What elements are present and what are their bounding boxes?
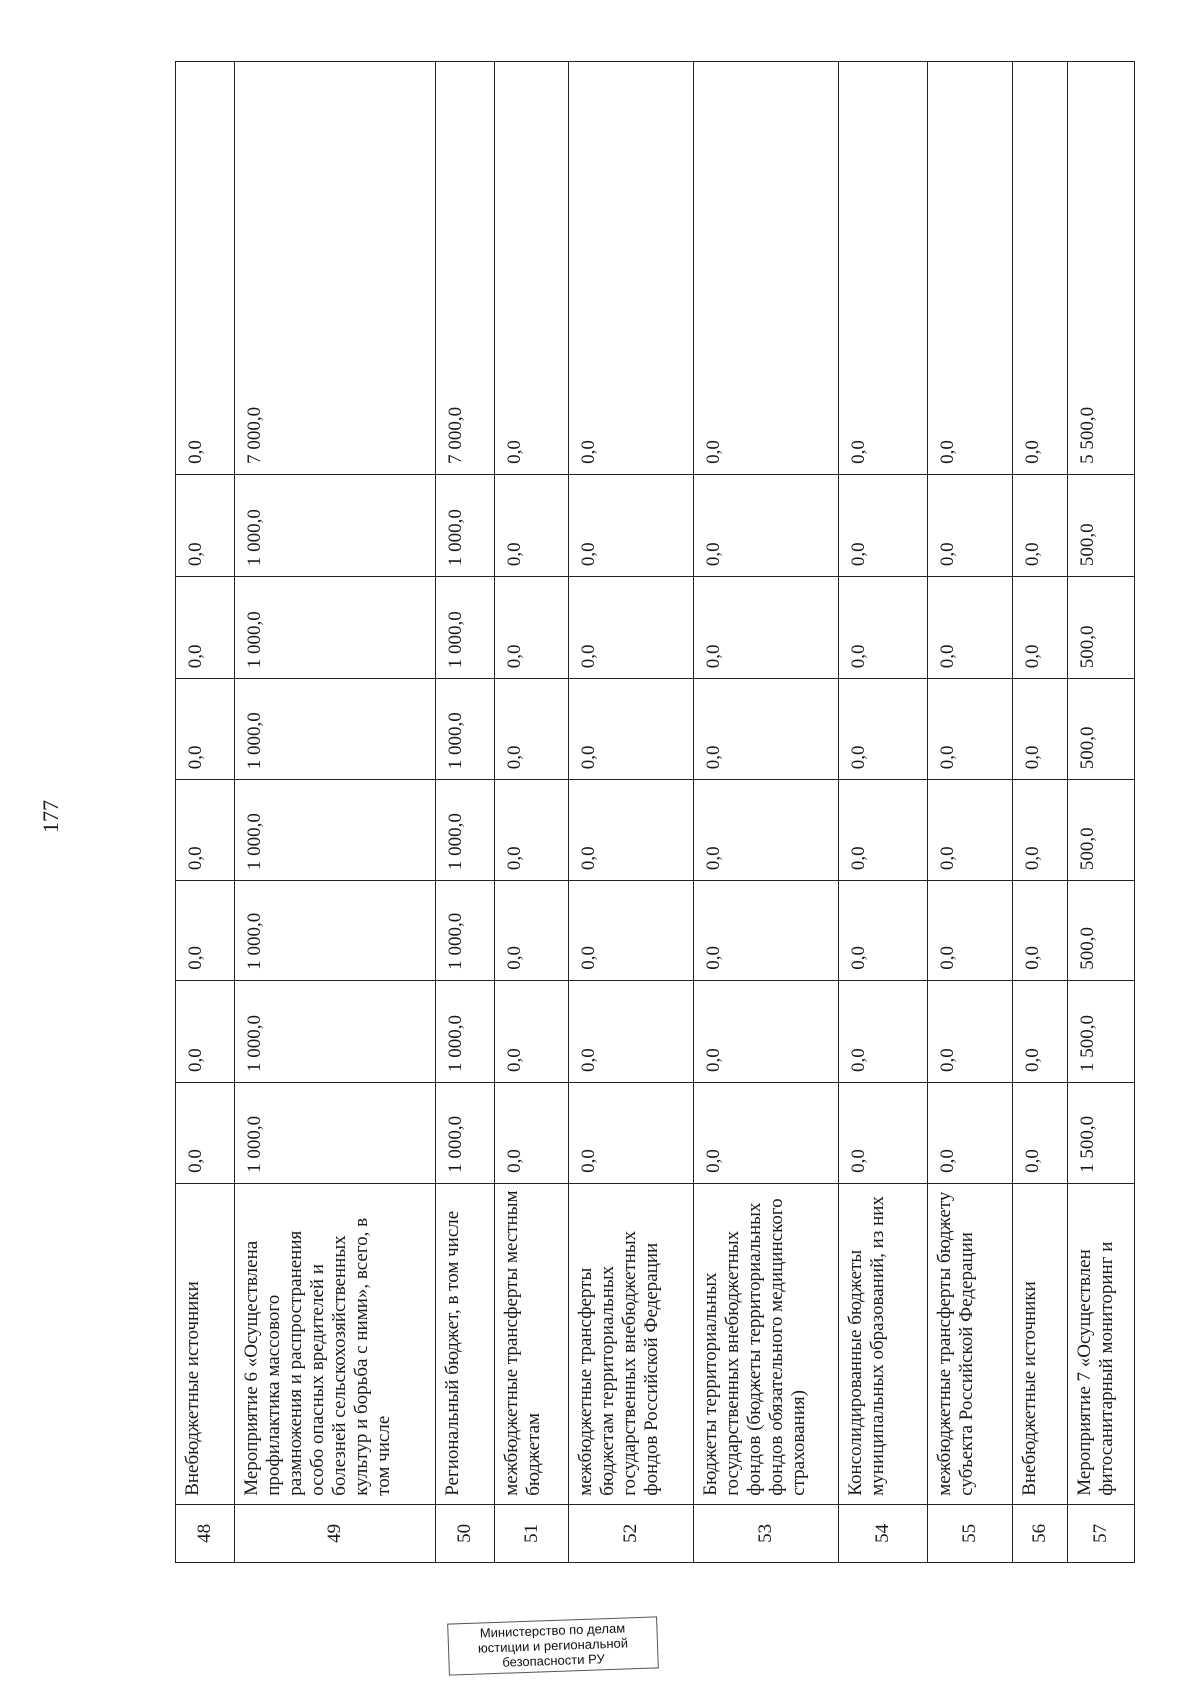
value-text: 0,0 [702,440,724,464]
value-cell [1012,577,1067,679]
value-cell [693,474,838,576]
value-text: 1 000,0 [243,912,265,970]
table-row [436,62,495,1563]
value-cell [176,881,235,981]
value-cell [1067,980,1134,1082]
value-text: 0,0 [702,542,724,567]
value-text: 5 500,0 [1076,406,1098,464]
value-text: 1 000,0 [445,1014,467,1072]
row-number: 53 [693,1504,838,1562]
value-text: 1 000,0 [243,1014,265,1072]
registration-stamp [447,1616,659,1675]
value-text: 0,0 [848,745,870,770]
value-text: 0,0 [1021,542,1043,567]
value-cell [928,1082,1012,1183]
value-text: 0,0 [185,745,206,770]
value-text: 0,0 [1021,440,1043,464]
value-cell [494,980,569,1082]
value-cell [234,577,436,679]
value-text: 0,0 [937,745,959,770]
stamp-line: юстиции и региональной [477,1635,629,1656]
value-cell [1012,474,1067,576]
value-cell [1067,679,1134,780]
value-cell [839,474,928,576]
value-text: 0,0 [848,946,870,970]
value-text: 1 000,0 [243,611,265,669]
value-cell [436,62,495,475]
value-cell [569,62,694,475]
row-description: Мероприятие 6 «Осуществлена профилактика массового размножения и распространения особо опасных вредителей и болезней сельскохозяйственных культур и борьба с ними», всего, в том числе [234,1183,436,1504]
row-number: 54 [839,1504,928,1562]
value-text: 1 000,0 [445,1115,467,1173]
value-text: 0,0 [185,946,206,970]
value-text: 0,0 [578,1048,600,1072]
row-number: 51 [494,1504,569,1562]
value-cell [1012,62,1067,475]
table-row [234,62,436,1563]
value-text: 0,0 [1021,1048,1043,1072]
value-text: 0,0 [702,644,724,669]
value-text: 1 000,0 [243,712,265,770]
value-cell [839,577,928,679]
value-cell [839,679,928,780]
row-number: 49 [234,1504,436,1562]
value-cell [928,62,1012,475]
value-cell [234,679,436,780]
value-cell [839,780,928,881]
row-number: 52 [569,1504,694,1562]
value-cell [1067,1082,1134,1183]
value-cell [1067,780,1134,881]
value-text: 0,0 [848,846,870,871]
table-row [928,62,1012,1563]
value-cell [436,980,495,1082]
row-description: межбюджетные трансферты бюджетам территориальных государственных внебюджетных фондов Российской Федерации [569,1183,694,1504]
value-cell [569,474,694,576]
value-cell [569,679,694,780]
value-text: 1 000,0 [445,813,467,871]
value-text: 1 000,0 [445,912,467,970]
row-description: межбюджетные трансферты бюджету субъекта Российской Федерации [928,1183,1012,1504]
value-text: 0,0 [503,1048,525,1072]
page-number: 177 [38,800,63,833]
value-text: 0,0 [578,542,600,567]
value-text: 0,0 [1021,1149,1043,1173]
value-cell [569,980,694,1082]
budget-table [175,61,1135,1563]
value-text: 0,0 [503,846,525,871]
stamp-line: безопасности РУ [502,1651,605,1670]
row-description: Внебюджетные источники [1012,1183,1067,1504]
value-cell [1067,577,1134,679]
row-description: Консолидированные бюджеты муниципальных образований, из них [839,1183,928,1504]
value-cell [1012,780,1067,881]
row-description: межбюджетные трансферты местным бюджетам [494,1183,569,1504]
value-cell [569,577,694,679]
table-row [1012,62,1067,1563]
value-text: 0,0 [578,745,600,770]
value-text: 1 000,0 [445,712,467,770]
value-text: 1 500,0 [1076,1115,1098,1173]
value-text: 0,0 [937,1149,959,1173]
value-cell [234,1082,436,1183]
value-text: 0,0 [578,946,600,970]
value-text: 500,0 [1076,827,1098,871]
value-cell [839,980,928,1082]
value-cell [494,577,569,679]
value-text: 0,0 [1021,946,1043,970]
value-cell [494,1082,569,1183]
value-text: 0,0 [185,1048,206,1072]
value-cell [1012,679,1067,780]
value-text: 0,0 [1021,644,1043,669]
value-cell [693,62,838,475]
value-text: 0,0 [503,440,525,464]
value-text: 0,0 [937,542,959,567]
value-cell [176,474,235,576]
value-text: 0,0 [185,644,206,669]
value-cell [1012,1082,1067,1183]
value-cell [569,780,694,881]
value-text: 0,0 [848,644,870,669]
value-text: 0,0 [185,440,206,464]
value-text: 1 000,0 [243,1115,265,1173]
value-text: 1 000,0 [445,509,467,567]
value-text: 500,0 [1076,927,1098,970]
budget-table-rotated [175,61,1135,1563]
row-number: 57 [1067,1504,1134,1562]
value-text: 0,0 [848,1048,870,1072]
value-text: 0,0 [702,1048,724,1072]
row-number: 56 [1012,1504,1067,1562]
value-text: 0,0 [937,846,959,871]
value-cell [839,881,928,981]
value-text: 0,0 [503,1149,525,1173]
value-text: 0,0 [702,1149,724,1173]
value-cell [693,980,838,1082]
value-cell [1012,980,1067,1082]
value-cell [436,577,495,679]
value-text: 0,0 [702,846,724,871]
value-cell [494,474,569,576]
value-cell [1067,474,1134,576]
row-number: 50 [436,1504,495,1562]
value-text: 0,0 [503,745,525,770]
value-text: 0,0 [937,1048,959,1072]
value-cell [234,474,436,576]
value-cell [928,679,1012,780]
value-text: 1 000,0 [243,813,265,871]
value-cell [693,881,838,981]
value-text: 0,0 [937,644,959,669]
table-row [494,62,569,1563]
value-cell [176,62,235,475]
value-text: 0,0 [937,440,959,464]
value-text: 0,0 [937,946,959,970]
value-cell [494,780,569,881]
value-cell [494,62,569,475]
value-text: 0,0 [185,1149,206,1173]
value-cell [234,881,436,981]
value-cell [176,679,235,780]
row-description: Внебюджетные источники [176,1183,235,1504]
value-cell [569,881,694,981]
value-text: 7 000,0 [445,406,467,464]
value-cell [928,577,1012,679]
value-text: 0,0 [702,946,724,970]
value-text: 0,0 [578,440,600,464]
value-text: 0,0 [503,542,525,567]
value-cell [176,980,235,1082]
value-cell [928,980,1012,1082]
value-cell [693,577,838,679]
value-text: 0,0 [848,1149,870,1173]
value-cell [928,474,1012,576]
value-text: 1 000,0 [243,509,265,567]
value-cell [928,780,1012,881]
row-number: 48 [176,1504,235,1562]
value-text: 0,0 [578,1149,600,1173]
table-row [176,62,235,1563]
value-cell [234,980,436,1082]
value-cell [569,1082,694,1183]
row-description: Региональный бюджет, в том числе [436,1183,495,1504]
value-cell [1067,62,1134,475]
value-text: 500,0 [1076,726,1098,770]
value-cell [839,1082,928,1183]
table-row [1067,62,1134,1563]
value-cell [693,780,838,881]
value-cell [176,780,235,881]
table-row [839,62,928,1563]
value-text: 0,0 [702,745,724,770]
table-row [569,62,694,1563]
value-text: 0,0 [578,644,600,669]
value-cell [436,1082,495,1183]
value-text: 0,0 [503,644,525,669]
value-text: 0,0 [578,846,600,871]
value-text: 0,0 [1021,745,1043,770]
value-cell [234,780,436,881]
value-cell [234,62,436,475]
value-text: 500,0 [1076,625,1098,669]
row-number: 55 [928,1504,1012,1562]
value-cell [1067,881,1134,981]
value-text: 7 000,0 [243,406,265,464]
value-cell [436,881,495,981]
value-text: 0,0 [848,542,870,567]
value-text: 0,0 [1021,846,1043,871]
value-text: 0,0 [185,542,206,567]
value-text: 0,0 [503,946,525,970]
value-cell [436,679,495,780]
value-text: 1 500,0 [1076,1014,1098,1072]
value-cell [839,62,928,475]
value-cell [176,577,235,679]
row-description: Мероприятие 7 «Осуществлен фитосанитарный мониторинг и [1067,1183,1134,1504]
value-cell [494,679,569,780]
value-text: 1 000,0 [445,611,467,669]
value-text: 0,0 [848,440,870,464]
value-cell [436,474,495,576]
stamp-line: Министерство по делам [479,1620,626,1641]
value-cell [693,679,838,780]
value-cell [693,1082,838,1183]
row-description: Бюджеты территориальных государственных внебюджетных фондов (бюджеты территориальных фондов обязательного медицинского страхования) [693,1183,838,1504]
value-text: 0,0 [185,846,206,871]
table-row [693,62,838,1563]
value-cell [1012,881,1067,981]
value-cell [176,1082,235,1183]
value-text: 500,0 [1076,523,1098,567]
value-cell [494,881,569,981]
value-cell [928,881,1012,981]
value-cell [436,780,495,881]
